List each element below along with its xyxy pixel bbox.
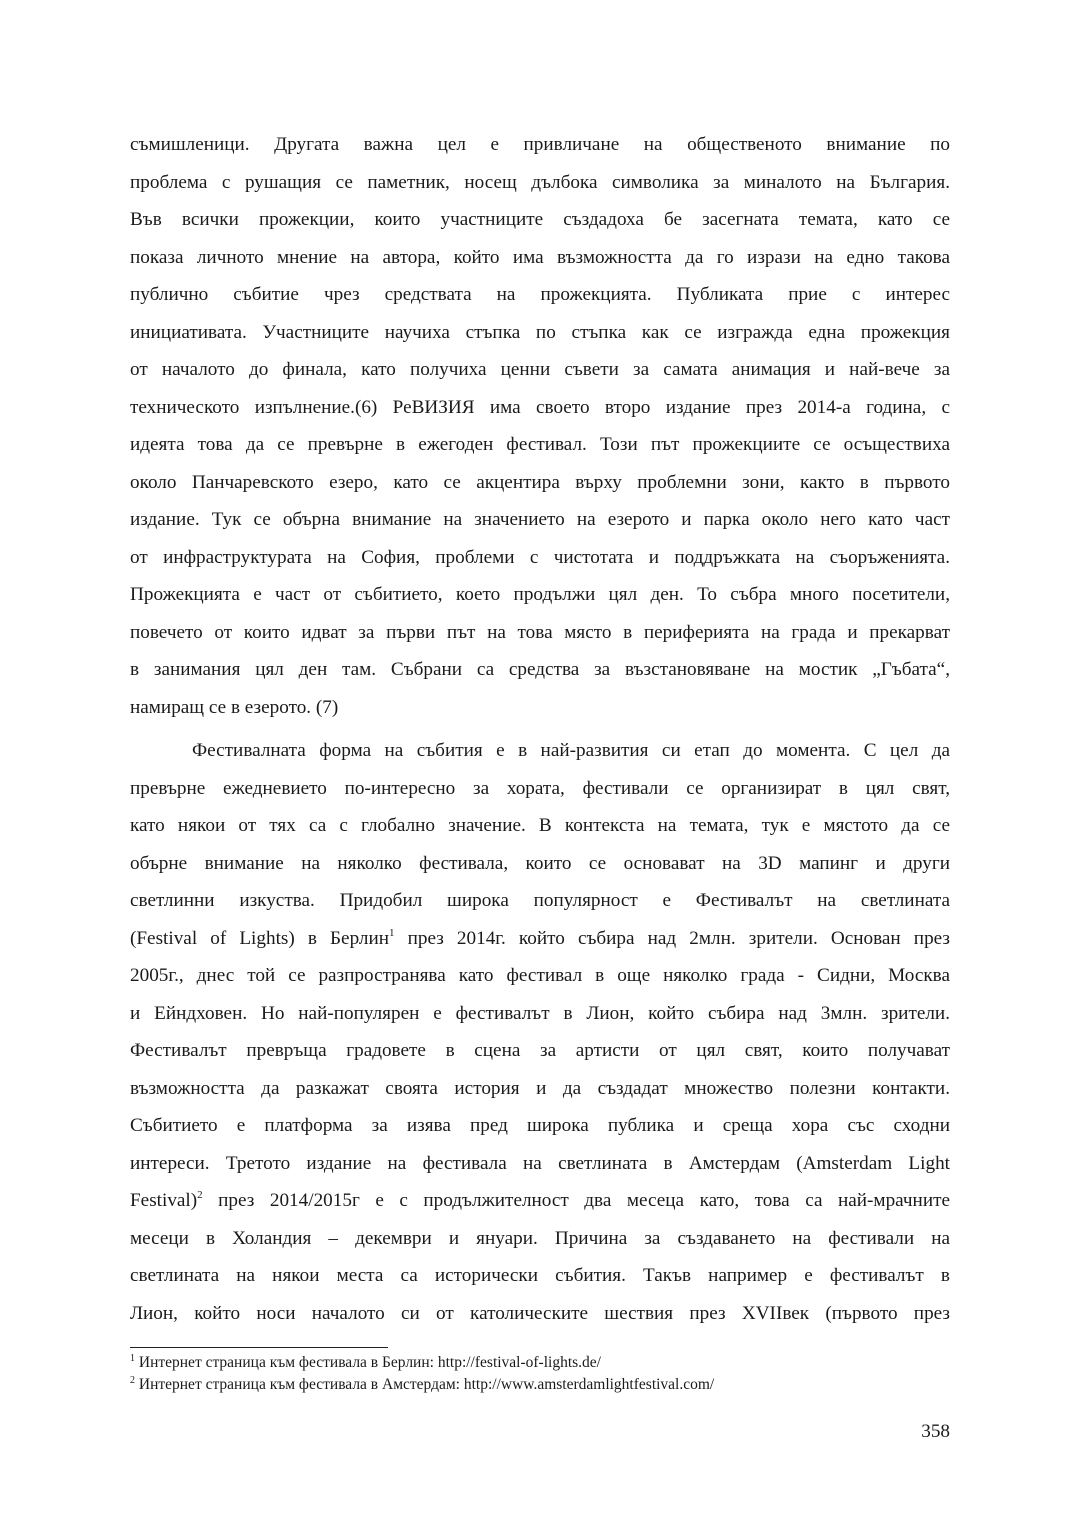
page-number: 358 <box>921 1421 950 1442</box>
text-line: от началото до финала, като получиха ценни съвети за самата анимация и най-вече за <box>130 359 950 380</box>
text-line: повечето от които идват за първи път на това място в периферията на града и прекарват <box>130 621 950 643</box>
footnote-text: Интернет страница към фестивала в Амстердам: http://www.amsterdamlightfestival.com/ <box>135 1376 715 1393</box>
text-segment: през 2014/2015г е с продължителност два месеца като, това са най-мрачните <box>202 1190 950 1211</box>
body-paragraph-2 <box>130 732 950 1332</box>
text-line: от инфраструктурата на София, проблеми с чистотата и поддръжката на съоръженията. <box>130 546 950 568</box>
text-line: инициативата. Участниците научиха стъпка по стъпка как се изгражда една прожекция <box>130 321 950 343</box>
footnote-number: 1 <box>130 1353 135 1364</box>
text-line: като някои от тях са с глобално значение. В контекста на темата, тук е мястото да се <box>130 815 950 836</box>
text-line: техническото изпълнение.(6) РеВИЗИЯ има своето второ издание през 2014-а година, с <box>130 396 950 418</box>
text-line: Във всички прожекции, които участниците създадоха бе засегната темата, като се <box>130 209 950 230</box>
footnotes <box>130 1352 950 1396</box>
text-line: месеци в Холандия – декември и януари. Причина за създаването на фестивали на <box>130 1227 950 1249</box>
footnote-ref-1: 1 <box>389 926 395 939</box>
text-line: светлината на някои места са исторически събития. Такъв например е фестивалът в <box>130 1265 950 1286</box>
text-line: Събитието е платформа за изява пред широка публика и среща хора със сходни <box>130 1115 950 1136</box>
text-line-indented: Фестивалната форма на събития е в най-развития си етап до момента. С цел да <box>192 740 950 761</box>
text-line-with-footnote-ref <box>130 1182 950 1220</box>
text-line: Лион, който носи началото си от католическите шествия през XVIIвек (първото през <box>130 1302 950 1324</box>
footnote-number: 2 <box>130 1375 135 1386</box>
text-line-with-footnote-ref <box>130 920 950 958</box>
text-line: 2005г., днес той се разпространява като фестивал в още няколко града - Сидни, Москва <box>130 965 950 986</box>
text-line: Прожекцията е част от събитието, което продължи цял ден. То събра много посетители, <box>130 584 950 605</box>
footnote-2 <box>130 1374 950 1396</box>
text-line: проблема с рушащия се паметник, носещ дълбока символика за миналото на България. <box>130 171 950 193</box>
text-line: съмишленици. Другата важна цел е привличане на общественото внимание по <box>130 134 950 155</box>
text-line: и Ейндховен. Но най-популярен е фестивалът в Лион, който събира над 3млн. зрители. <box>130 1002 950 1024</box>
footnote-separator <box>130 1347 388 1348</box>
text-line: показа личното мнение на автора, който има възможността да го изрази на едно такова <box>130 246 950 268</box>
text-line: идеята това да се превърне в ежегоден фестивал. Този път прожекциите се осъществиха <box>130 434 950 455</box>
text-segment: (Festival of Lights) в Берлин <box>130 927 390 949</box>
text-line: публично събитие чрез средствата на прожекцията. Публиката прие с интерес <box>130 284 950 305</box>
text-line: превърне ежедневието по-интересно за хората, фестивали се организират в цял свят, <box>130 777 950 799</box>
text-line-last: намиращ се в езерото. (7) <box>130 696 339 718</box>
text-line: интереси. Третото издание на фестивала на светлината в Амстердам (Amsterdam Light <box>130 1152 950 1174</box>
footnote-ref-2: 2 <box>197 1189 203 1201</box>
text-line: Фестивалът превръща градовете в сцена за артисти от цял свят, които получават <box>130 1040 950 1061</box>
body-paragraph-1 <box>130 126 950 726</box>
footnote-text: Интернет страница към фестивала в Берлин: http://festival-of-lights.de/ <box>135 1354 601 1371</box>
text-line: възможността да разкажат своята история и да създадат множество полезни контакти. <box>130 1077 950 1099</box>
text-line: светлинни изкуства. Придобил широка популярност е Фестивалът на светлината <box>130 890 950 911</box>
text-line: в занимания цял ден там. Събрани са средства за възстановяване на мостик „Гъбата“, <box>130 659 950 680</box>
text-line: издание. Тук се обърна внимание на значението на езерото и парка около него като част <box>130 509 950 530</box>
text-segment: Festival) <box>130 1190 198 1211</box>
footnote-1 <box>130 1352 950 1374</box>
text-segment: през 2014г. който събира над 2млн. зрители. Основан през <box>394 927 950 949</box>
text-line: около Панчаревското езеро, като се акцентира върху проблемни зони, както в първото <box>130 471 950 493</box>
text-line: обърне внимание на няколко фестивала, които се основават на 3D мапинг и други <box>130 852 950 874</box>
